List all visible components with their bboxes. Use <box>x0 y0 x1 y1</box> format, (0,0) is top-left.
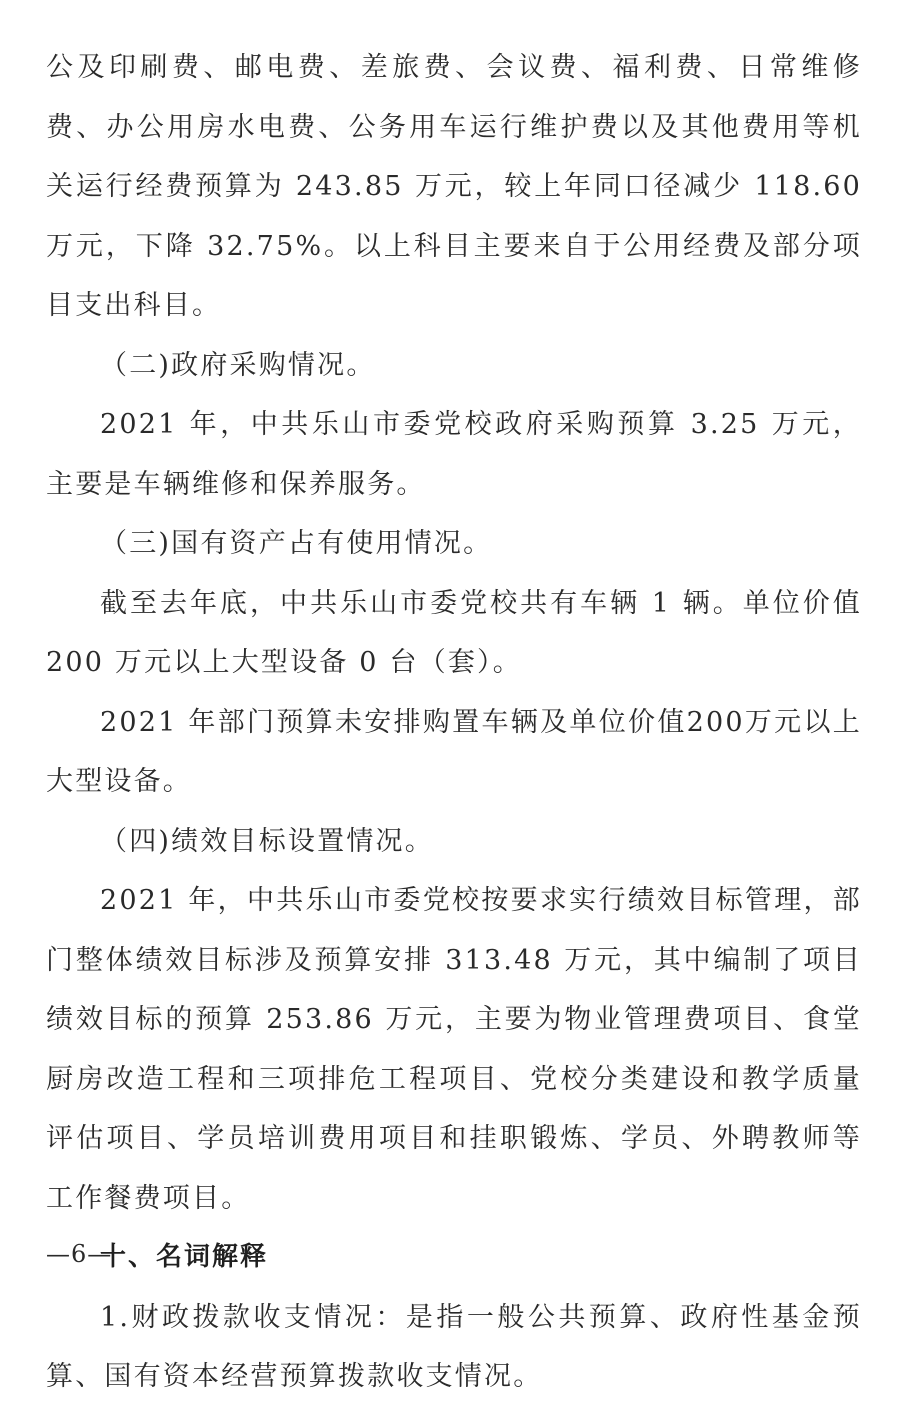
paragraph-operating-expenses: 公及印刷费、邮电费、差旅费、会议费、福利费、日常维修费、办公用房水电费、公务用车运行维护费以及其他费用等机关运行经费预算为 243.85 万元，较上年同口径减少 118.60 万元，下降 32.75%。以上科目主要来自于公用经费及部分项目支出科目。 <box>46 52 862 321</box>
paragraph-government-procurement: 2021 年，中共乐山市委党校政府采购预算 3.25 万元，主要是车辆维修和保养服务。 <box>46 409 862 500</box>
paragraph-glossary-term-1: 1.财政拨款收支情况：是指一般公共预算、政府性基金预算、国有资本经营预算拨款收支情况。 <box>46 1301 862 1392</box>
subheading-state-assets: （三)国有资产占有使用情况。 <box>100 528 493 559</box>
subheading-government-procurement: （二)政府采购情况。 <box>100 349 376 381</box>
subheading-performance-targets: （四)绩效目标设置情况。 <box>100 825 434 857</box>
paragraph-performance-targets: 2021 年，中共乐山市委党校按要求实行绩效目标管理，部门整体绩效目标涉及预算安排 313.48 万元，其中编制了项目绩效目标的预算 253.86 万元，主要为物业管理费项目、食堂厨房改造工程和三项排危工程项目、党校分类建设和教学质量评估项目、学员培训费用项目和挂职锻炼、学员、外聘教师等工作餐费项目。 <box>46 885 862 1214</box>
paragraph-state-assets-vehicles: 截至去年底，中共乐山市委党校共有车辆 1 辆。单位价值 200 万元以上大型设备 0 台（套）。 <box>46 587 862 678</box>
page-number: —6— <box>46 1240 113 1268</box>
section-heading-glossary: 十、名词解释 <box>100 1242 269 1272</box>
paragraph-state-assets-budget: 2021 年部门预算未安排购置车辆及单位价值200万元以上大型设备。 <box>46 706 862 797</box>
document-body <box>46 38 862 1407</box>
